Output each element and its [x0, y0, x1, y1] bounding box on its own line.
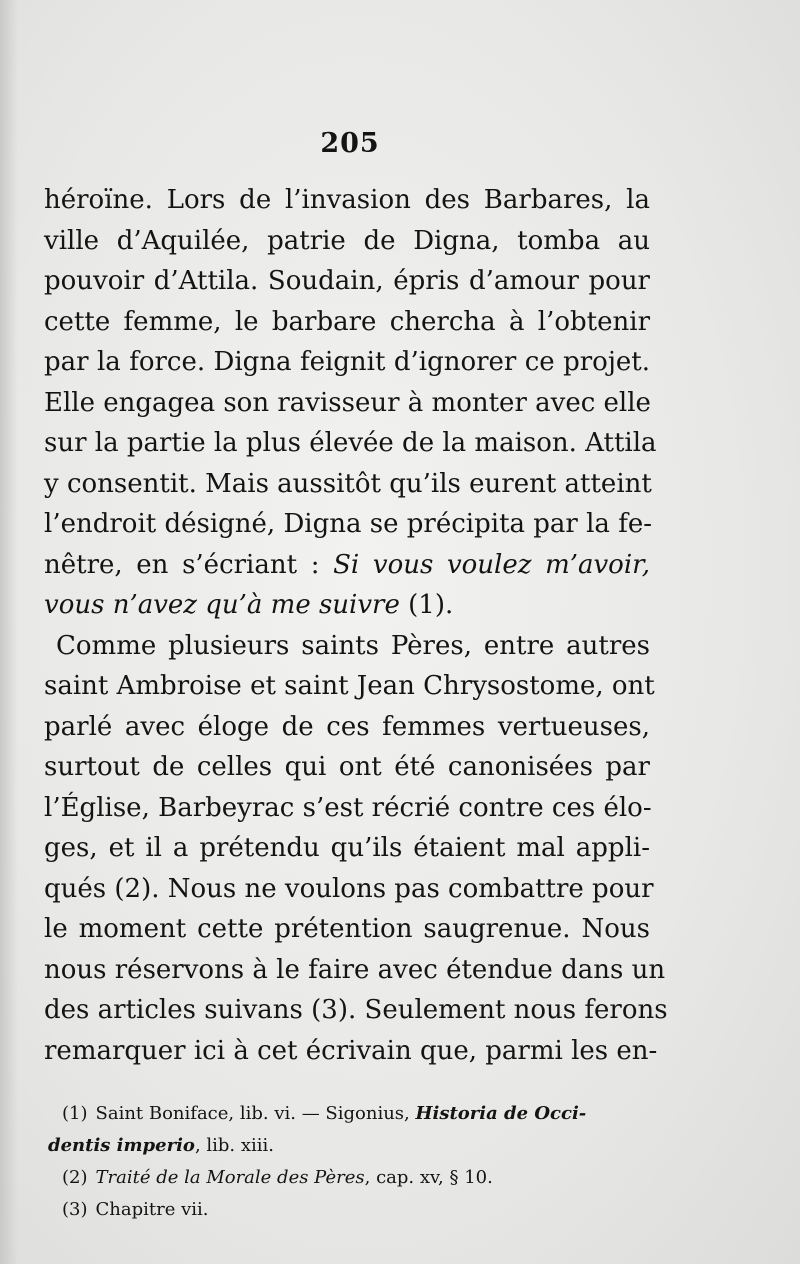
text-line: par la force. Digna feignit d’ignorer ce projet.: [44, 347, 650, 377]
footnote-number: (1): [62, 1103, 88, 1124]
footnote-text: Saint Boniface, lib. vi. — Sigonius,: [95, 1103, 416, 1124]
footnote-text: , cap. xv, § 10.: [364, 1167, 493, 1188]
text-line: héroïne. Lors de l’invasion des Barbares, la: [44, 185, 650, 215]
page-gutter-shadow: [0, 0, 18, 1264]
footnote-title: Historia de Occi-: [415, 1103, 587, 1124]
text-line: y consentit. Mais aussitôt qu’ils eurent atteint: [44, 468, 652, 499]
body-text: [44, 180, 668, 1071]
text-line: nous réservons à le faire avec étendue dans un: [44, 954, 666, 985]
text-line: l’Église, Barbeyrac s’est récrié contre ces élo-: [44, 792, 652, 823]
text-line: ges, et il a prétendu qu’ils étaient mal appli-: [44, 833, 650, 863]
text-line: qués (2). Nous ne voulons pas combattre pour: [44, 873, 654, 904]
text-line: cette femme, le barbare chercha à l’obtenir: [44, 306, 650, 337]
text-line: saint Ambroise et saint Jean Chrysostome, ont: [44, 671, 655, 701]
footnotes: [48, 1098, 648, 1226]
footnote-ref: (1).: [399, 590, 454, 620]
footnote-text: , lib. xiii.: [194, 1135, 275, 1156]
text-line: ville d’Aquilée, patrie de Digna, tomba au: [44, 225, 650, 256]
text-line: Elle engagea son ravisseur à monter avec elle: [44, 387, 651, 418]
footnote-2: [48, 1162, 648, 1194]
italic-quote: vous n’avez qu’à me suivre: [44, 590, 400, 620]
paragraph-start-line: Comme plusieurs saints Pères, entre autres: [56, 630, 650, 661]
footnote-1-continuation: [48, 1130, 648, 1162]
italic-quote: Si vous voulez m’avoir,: [333, 549, 650, 580]
footnote-text: Chapitre vii.: [95, 1199, 209, 1220]
text-line: pouvoir d’Attila. Soudain, épris d’amour pour: [44, 266, 650, 296]
text-line: le moment cette prétention saugrenue. Nous: [44, 914, 650, 944]
footnote-title: dentis imperio: [48, 1135, 195, 1156]
text-line: des articles suivans (3). Seulement nous ferons: [44, 995, 668, 1025]
text-line: remarquer ici à cet écrivain que, parmi les en-: [44, 1035, 658, 1066]
text-line: sur la partie la plus élevée de la maison. Attila: [44, 428, 657, 458]
text-line: surtout de celles qui ont été canonisées par: [44, 752, 650, 782]
footnote-number: (3): [62, 1199, 88, 1220]
page-number: 205: [320, 128, 380, 159]
text-line: l’endroit désigné, Digna se précipita par la fe-: [44, 509, 652, 539]
text-line: [44, 545, 650, 586]
text-line: parlé avec éloge de ces femmes vertueuses,: [44, 711, 650, 742]
footnote-3: [48, 1194, 648, 1226]
text-segment: nêtre, en s’écriant :: [44, 549, 334, 580]
footnote-title: Traité de la Morale des Pères: [95, 1167, 365, 1188]
text-line: [44, 585, 650, 626]
footnote-number: (2): [62, 1167, 88, 1188]
footnote-1: [48, 1098, 648, 1130]
